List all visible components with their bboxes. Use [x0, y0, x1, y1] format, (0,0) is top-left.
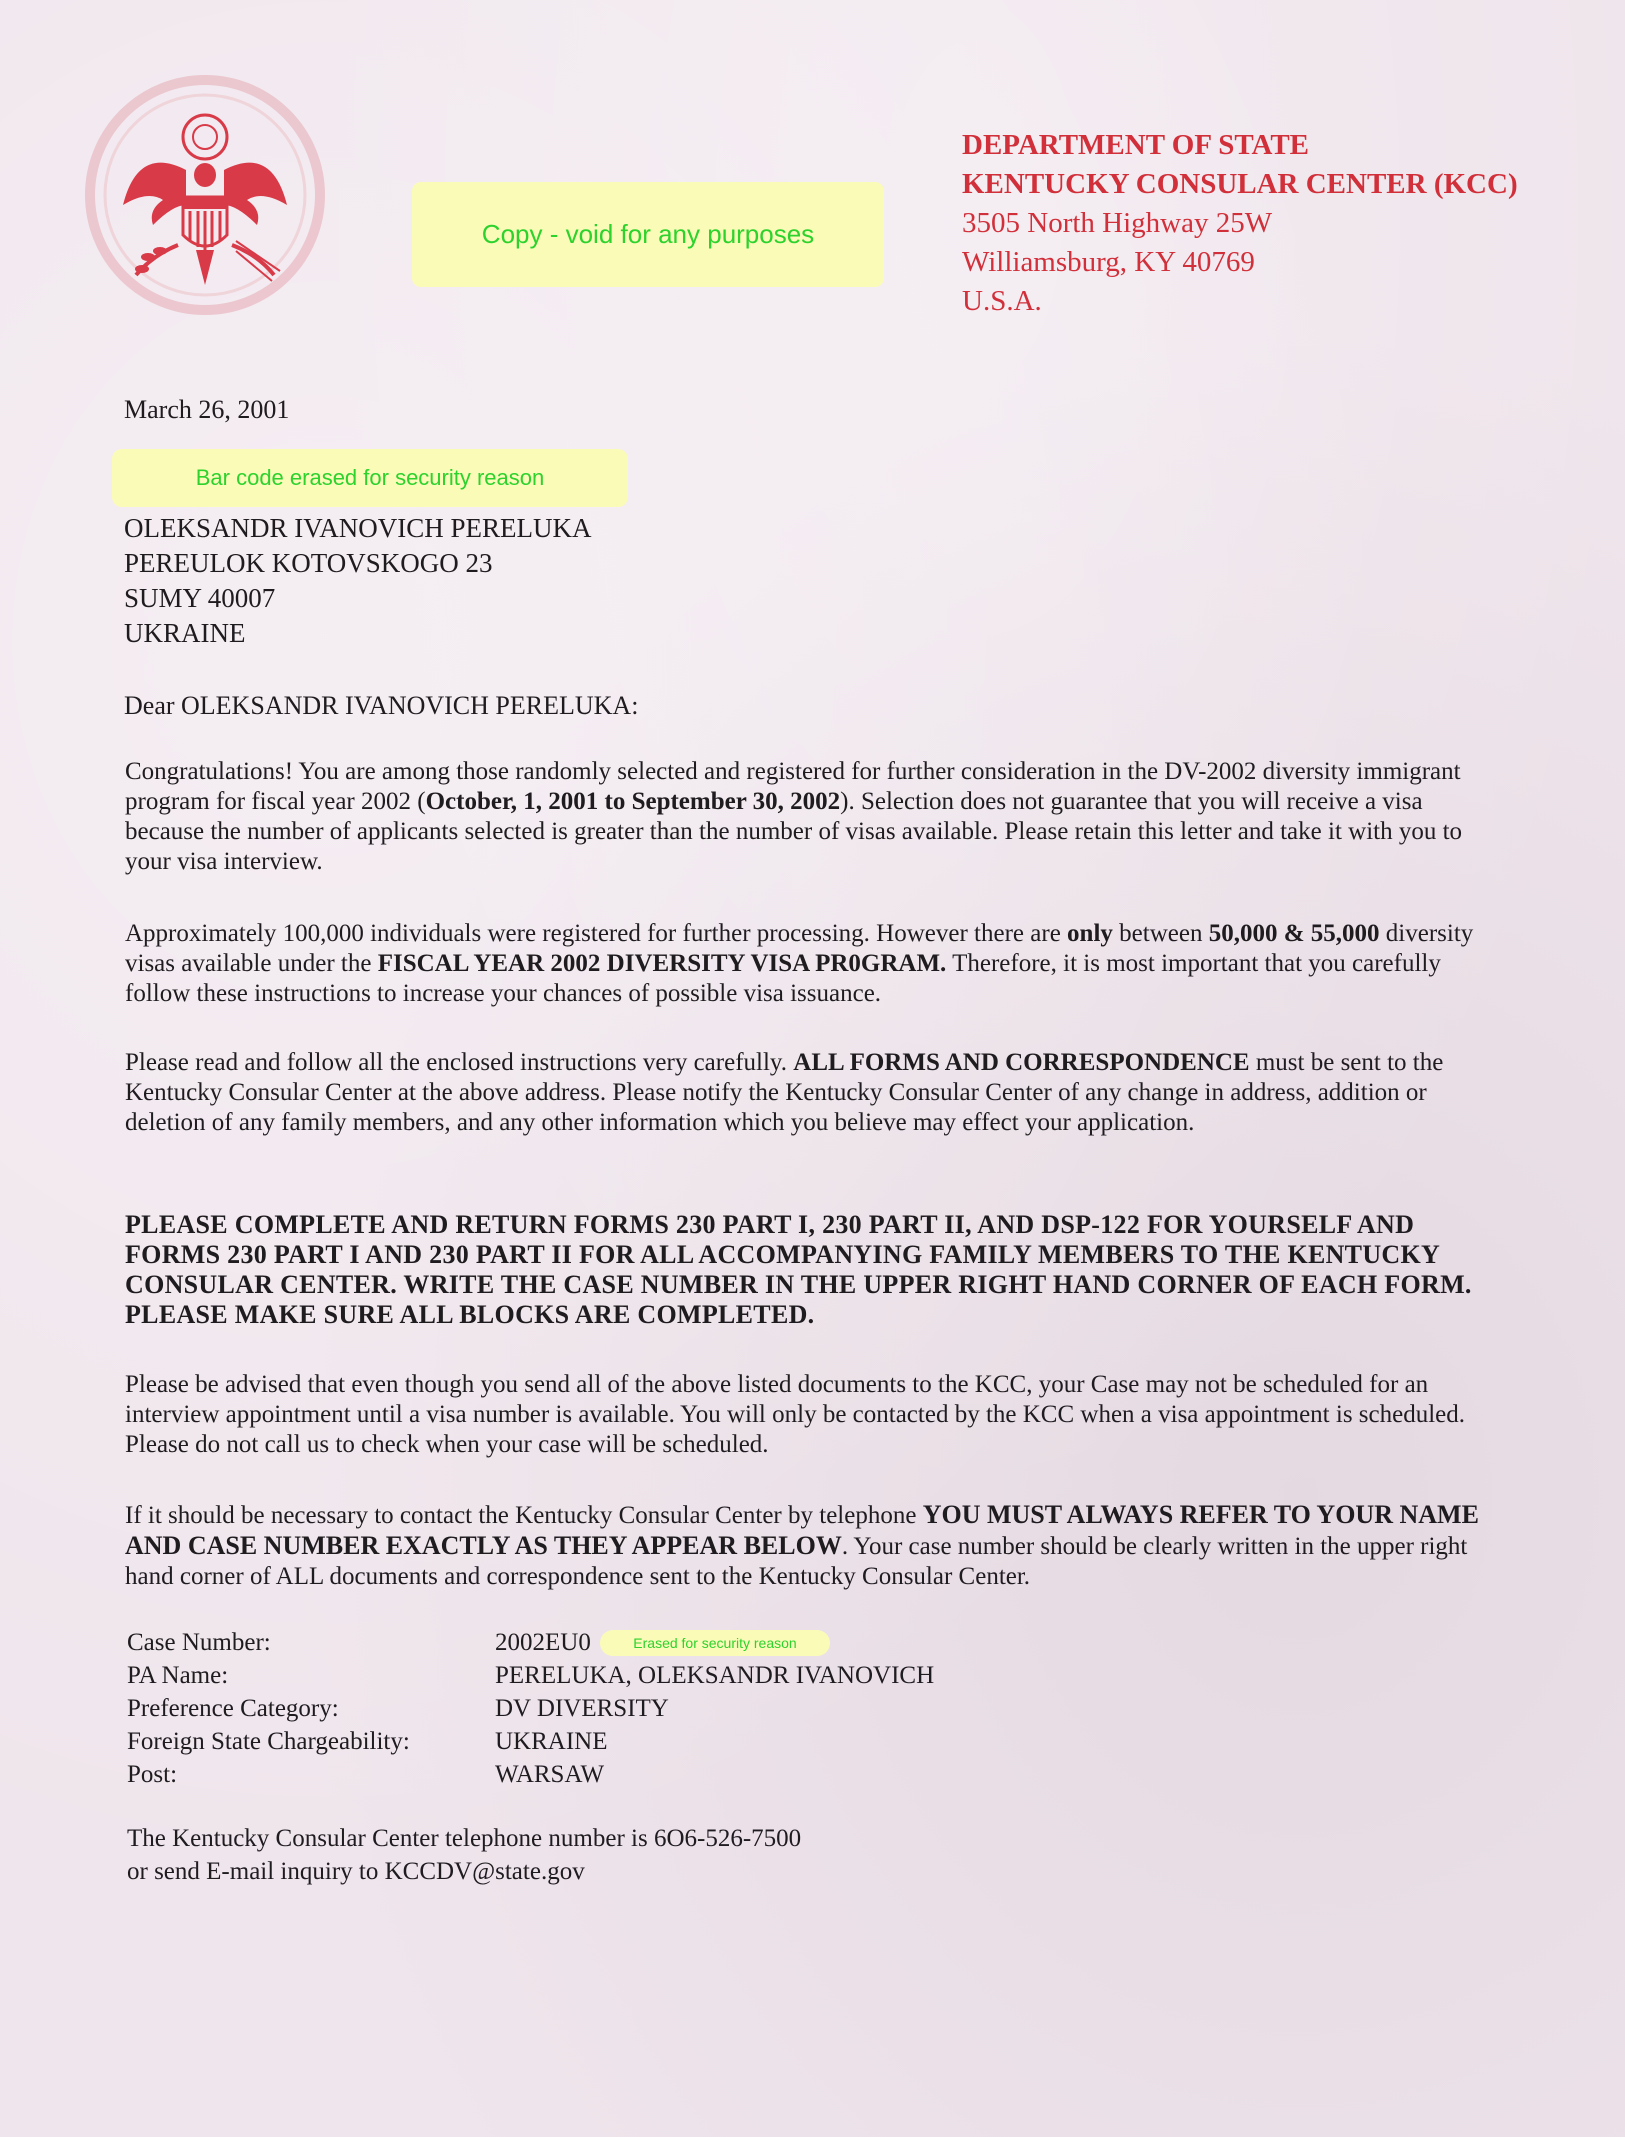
case-value: UKRAINE — [495, 1728, 608, 1755]
paragraph-advised: Please be advised that even though you send all of the above listed documents to the KCC, your Case may not be scheduled for an interview appointment until a visa number is available. You will only be contacted by the KCC when a visa appointment is scheduled. Please do not call us to check when your case will be scheduled. — [125, 1371, 1466, 1458]
contact-phone: The Kentucky Consular Center telephone number is 6O6-526-7500 — [127, 1825, 802, 1852]
p3-text-cont: must be sent to the Kentucky Consular Center at the above address. Please notify the Kentucky Consular Center of any change in address, addition or deletion of any family members, and any other information which you believe may effect your application. — [125, 1049, 1444, 1136]
p2-between: between — [1112, 920, 1209, 947]
p1-dates: October, 1, 2001 to September 30, 2002 — [425, 788, 841, 815]
recipient-address — [124, 511, 592, 651]
letterhead-street: 3505 North Highway 25W — [962, 207, 1273, 239]
recipient-country: UKRAINE — [124, 618, 246, 648]
letter-date: March 26, 2001 — [124, 395, 290, 424]
case-value: PERELUKA, OLEKSANDR IVANOVICH — [495, 1662, 935, 1689]
paragraph-instructions — [125, 1048, 1485, 1138]
case-label: Post: — [127, 1761, 178, 1788]
case-value: 2002EU0 — [495, 1629, 591, 1656]
case-label: Case Number: — [127, 1629, 271, 1656]
p1-text: Congratulations! You are among those randomly selected and registered for further consideration in the DV-2002 diversity immigrant program for fiscal year 2002 ( — [125, 758, 1461, 815]
p6-refer-notice: YOU MUST ALWAYS REFER TO YOUR NAME AND CASE NUMBER EXACTLY AS THEY APPEAR BELOW — [125, 1500, 1479, 1560]
recipient-street: PEREULOK KOTOVSKOGO 23 — [124, 548, 493, 578]
p6-text-cont: . Your case number should be clearly written in the upper right hand corner of ALL documents and correspondence sent to the Kentucky Consular Center. — [125, 1533, 1468, 1590]
salutation: Dear OLEKSANDR IVANOVICH PERELUKA: — [124, 691, 639, 720]
paragraph-forms-notice: PLEASE COMPLETE AND RETURN FORMS 230 PART I, 230 PART II, AND DSP-122 FOR YOURSELF AND FORMS 230 PART I AND 230 PART II FOR ALL ACCOMPANYING FAMILY MEMBERS TO THE KENTUCKY CONSULAR CENTER. WRITE THE CASE NUMBER IN THE UPPER RIGHT HAND CORNER OF EACH FORM. PLEASE MAKE SURE ALL BLOCKS ARE COMPLETED. — [125, 1210, 1472, 1329]
letterhead — [962, 126, 1518, 321]
p2-program: FISCAL YEAR 2002 DIVERSITY VISA PR0GRAM. — [377, 950, 947, 977]
p3-text: Please read and follow all the enclosed instructions very carefully. — [125, 1049, 794, 1076]
case-value: DV DIVERSITY — [495, 1695, 669, 1722]
p2-only: only — [1067, 920, 1113, 947]
letterhead-center: KENTUCKY CONSULAR CENTER (KCC) — [962, 168, 1518, 200]
recipient-city: SUMY 40007 — [124, 583, 276, 613]
letterhead-country: U.S.A. — [962, 285, 1042, 317]
paragraph-approximately — [125, 919, 1485, 1009]
case-label: PA Name: — [127, 1662, 229, 1689]
case-label: Foreign State Chargeability: — [127, 1728, 410, 1755]
case-label: Preference Category: — [127, 1695, 339, 1722]
p2-text: Approximately 100,000 individuals were registered for further processing. However there are — [125, 920, 1068, 947]
barcode-erased-notice: Bar code erased for security reason — [112, 449, 628, 507]
p6-text: If it should be necessary to contact the Kentucky Consular Center by telephone — [125, 1502, 923, 1529]
copy-void-notice: Copy - void for any purposes — [412, 182, 884, 287]
p2-text-mid: diversity visas available under the — [125, 920, 1474, 977]
letterhead-city: Williamsburg, KY 40769 — [962, 246, 1255, 278]
p2-visa-range: 50,000 & 55,000 — [1208, 920, 1380, 947]
contact-info — [127, 1822, 801, 1888]
case-number-erased-notice: Erased for security reason — [600, 1630, 830, 1656]
great-seal-logo — [68, 75, 343, 315]
recipient-name: OLEKSANDR IVANOVICH PERELUKA — [124, 513, 592, 543]
p1-text-cont: ). Selection does not guarantee that you will receive a visa because the number of applicants selected is greater than the number of visas available. Please retain this letter and take it with you to your visa interview. — [125, 788, 1463, 875]
contact-email: or send E-mail inquiry to KCCDV@state.gov — [127, 1858, 585, 1885]
letterhead-department: DEPARTMENT OF STATE — [962, 129, 1310, 161]
p2-text-end: Therefore, it is most important that you carefully follow these instructions to increase your chances of possible visa issuance. — [125, 950, 1441, 1007]
paragraph-congratulations — [125, 757, 1485, 877]
p3-forms: ALL FORMS AND CORRESPONDENCE — [793, 1049, 1250, 1076]
case-value: WARSAW — [495, 1761, 605, 1788]
paragraph-telephone — [125, 1500, 1485, 1592]
